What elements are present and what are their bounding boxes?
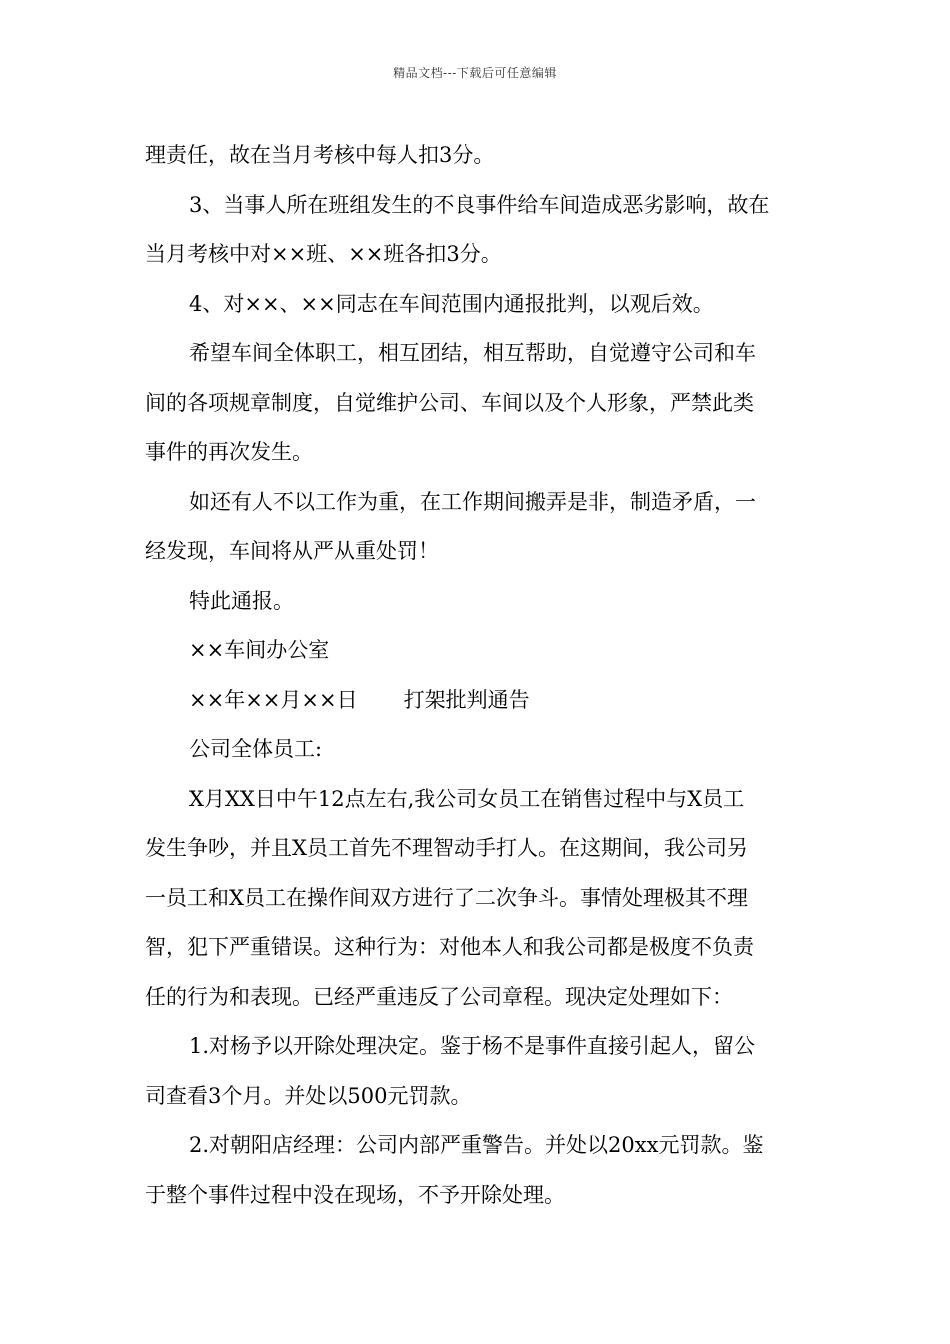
text-line (145, 181, 807, 231)
line-text: 特此通报。 (189, 588, 294, 613)
line-text: 1.对杨予以开除处理决定。鉴于杨不是事件直接引起人，留公 (189, 1034, 756, 1058)
line-text: 间的各项规章制度，自觉维护公司、车间以及个人形象，严禁此类 (145, 390, 754, 415)
line-text: 经发现，车间将从严从重处罚！ (145, 539, 439, 563)
text-line (145, 131, 807, 181)
page-header: 精品文档---下载后可任意编辑 (393, 66, 557, 80)
text-line (145, 1072, 807, 1122)
line-text: 智，犯下严重错误。这种行为：对他本人和我公司都是极度不负责 (145, 935, 754, 959)
line-text: 4、对××、××同志在车间范围内通报批判，以观后效。 (189, 291, 714, 316)
text-line (145, 329, 807, 379)
text-line (145, 379, 807, 429)
text-line (145, 973, 807, 1023)
line-text: X月XX日中午12点左右,我公司女员工在销售过程中与X员工 (189, 786, 745, 811)
text-line (145, 230, 807, 280)
text-line (145, 280, 807, 330)
line-text: 一员工和X员工在操作间双方进行了二次争斗。事情处理极其不理 (145, 885, 748, 910)
text-line (145, 725, 807, 775)
line-text: 3、当事人所在班组发生的不良事件给车间造成恶劣影响，故在 (189, 192, 770, 217)
text-line (145, 923, 807, 973)
text-line (145, 1121, 807, 1171)
line-text: 2.对朝阳店经理：公司内部严重警告。并处以20xx元罚款。鉴 (189, 1133, 764, 1157)
text-line (145, 527, 807, 577)
line-text: 事件的再次发生。 (145, 440, 313, 464)
text-line (145, 1171, 807, 1221)
line-text: 如还有人不以工作为重，在工作期间搬弄是非，制造矛盾，一 (189, 489, 756, 514)
line-text: ××年××月××日 (189, 687, 358, 712)
line-text: 希望车间全体职工，相互团结，相互帮助，自觉遵守公司和车 (189, 341, 756, 365)
text-line (145, 775, 807, 825)
line-text: 司查看3个月。并处以500元罚款。 (145, 1083, 472, 1108)
line-text: 任的行为和表现。已经严重违反了公司章程。现决定处理如下： (145, 984, 733, 1009)
line-text: 于整个事件过程中没在现场，不予开除处理。 (145, 1182, 565, 1207)
text-line (145, 874, 807, 924)
text-line (145, 1022, 807, 1072)
text-line (145, 676, 807, 726)
text-line (145, 428, 807, 478)
document-body (145, 131, 807, 1220)
line-text: ××车间办公室 (189, 638, 330, 662)
notice-title: 打架批判通告 (403, 687, 530, 712)
text-line (145, 478, 807, 528)
line-text: 发生争吵，并且X员工首先不理智动手打人。在这期间，我公司另 (145, 836, 748, 860)
text-line (145, 824, 807, 874)
line-text: 当月考核中对××班、××班各扣3分。 (145, 242, 502, 266)
line-text: 理责任，故在当月考核中每人扣3分。 (145, 143, 495, 167)
line-text: 公司全体员工: (189, 737, 323, 761)
text-line (145, 626, 807, 676)
text-line (145, 577, 807, 627)
